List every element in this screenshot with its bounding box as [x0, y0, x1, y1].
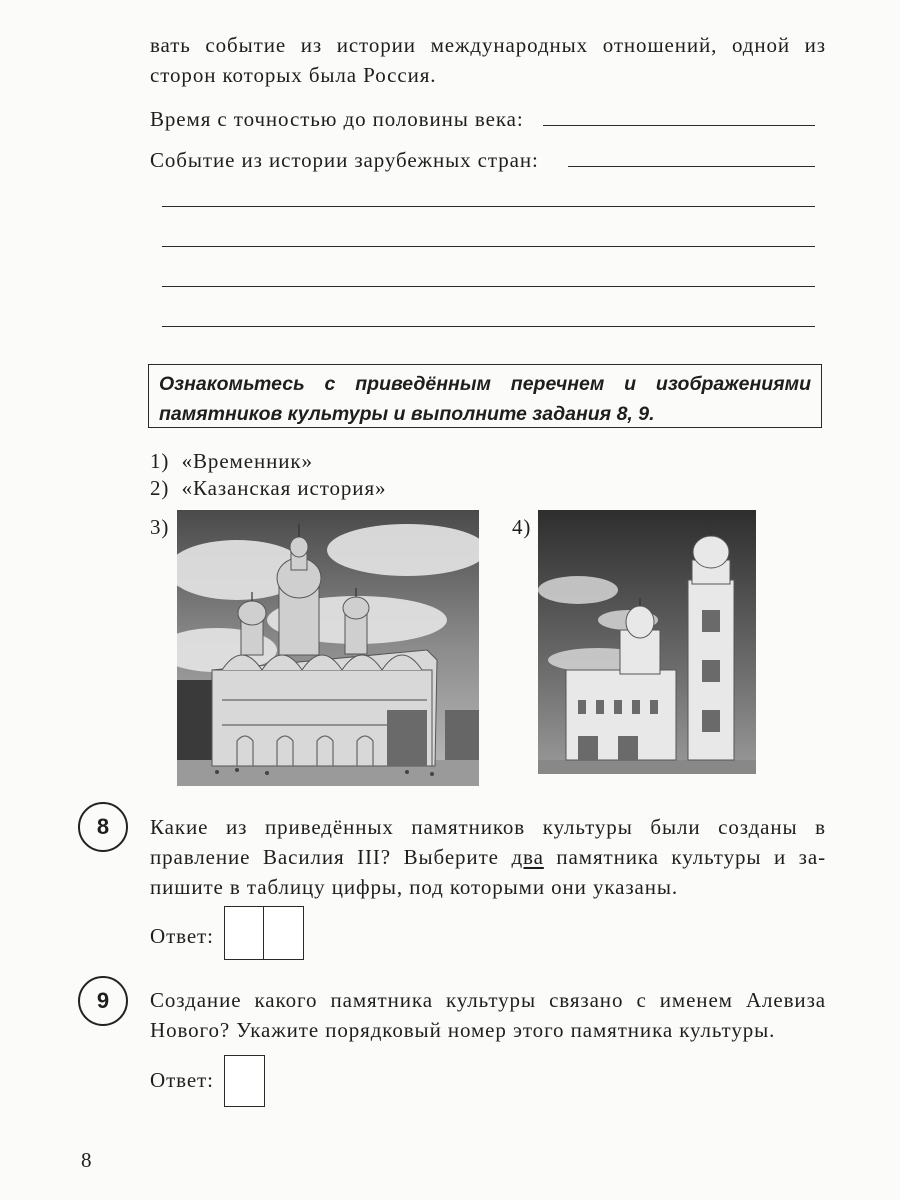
item-text: «Временник» — [181, 449, 313, 473]
task-8-line-2-start: правление Василия III? Выберите — [150, 845, 512, 869]
event-answer-line-5[interactable] — [162, 326, 815, 327]
event-label: Событие из истории зарубежных стран: — [150, 148, 539, 172]
event-answer-line-2[interactable] — [162, 206, 815, 207]
task-9-line-2: Нового? Укажите порядковый номер этого памятника культуры. — [150, 1018, 776, 1042]
task-8-line-2 — [150, 842, 826, 872]
task-9-answer-cell[interactable] — [224, 1055, 265, 1107]
task-9-number: 9 — [78, 976, 128, 1026]
intro-line-1: вать событие из истории международных отношений, одной из — [150, 33, 826, 57]
intro-line-2: сторон которых была Россия. — [150, 63, 437, 87]
task-8-answer-label: Ответ: — [150, 924, 214, 948]
event-answer-line-3[interactable] — [162, 246, 815, 247]
list-item — [150, 447, 313, 475]
task-8-line-3: пишите в таблицу цифры, под которыми они указаны. — [150, 875, 679, 899]
instruction-line-1: Ознакомьтесь с приведённым перечнем и изображениями — [159, 373, 811, 395]
item-number: 4) — [512, 515, 532, 539]
time-answer-line[interactable] — [543, 125, 815, 126]
task-8-emphasis: два — [511, 845, 544, 869]
task-8-line-1: Какие из приведённых памятников культуры были созданы в — [150, 815, 826, 839]
task-8-answer-cell-1[interactable] — [224, 906, 265, 960]
bell-tower-photo — [538, 510, 756, 774]
time-label: Время с точностью до половины века: — [150, 107, 524, 131]
item-text: «Казанская история» — [181, 476, 387, 500]
item-number: 3) — [150, 515, 170, 539]
item-number: 2) — [150, 476, 170, 500]
task-9-line-1: Создание какого памятника культуры связано с именем Алевиза — [150, 988, 826, 1012]
item-number: 1) — [150, 449, 170, 473]
instruction-line-2: памятников культуры и выполните задания 8, 9. — [159, 403, 655, 425]
cathedral-photo — [177, 510, 479, 786]
list-item — [150, 474, 386, 502]
task-8-line-2-end: памятника культуры и за- — [543, 845, 826, 869]
task-9-answer-label: Ответ: — [150, 1068, 214, 1092]
event-answer-line-1[interactable] — [568, 166, 815, 167]
instruction-box — [148, 364, 822, 428]
task-8-number: 8 — [78, 802, 128, 852]
page-number: 8 — [81, 1148, 93, 1172]
event-answer-line-4[interactable] — [162, 286, 815, 287]
task-8-answer-cell-2[interactable] — [263, 906, 304, 960]
